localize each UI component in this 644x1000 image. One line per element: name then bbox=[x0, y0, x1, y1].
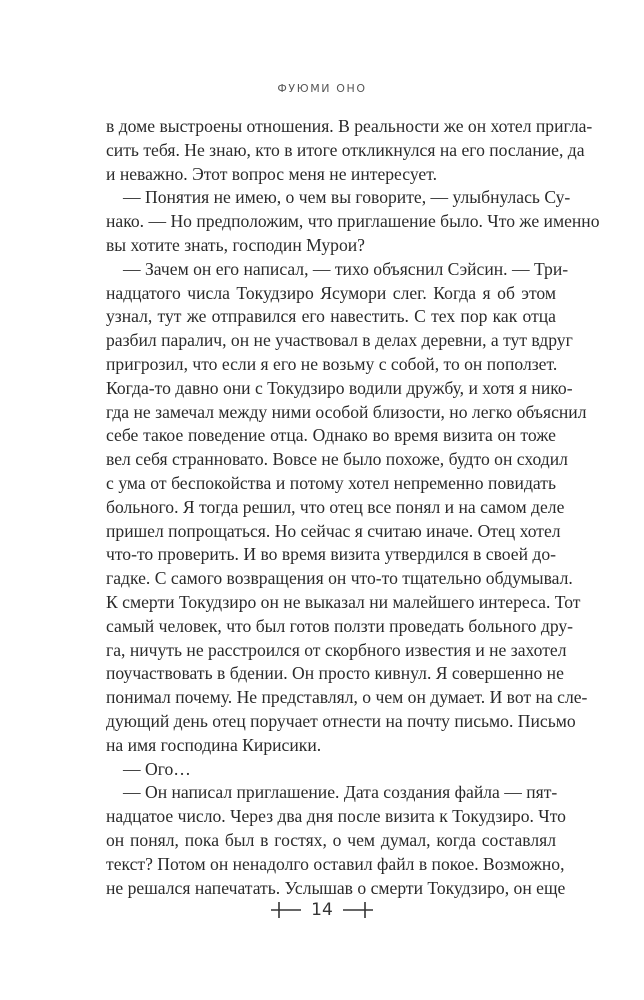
text-line: разбил паралич, он не участвовал в делах деревни, а тут вдруг bbox=[106, 330, 573, 351]
text-line: он понял, пока был в гостях, о чем думал, когда составлял bbox=[106, 829, 556, 850]
text-line: себе такое поведение отца. Однако во время визита он тоже bbox=[106, 425, 556, 446]
text-line: вы хотите знать, господин Мурои? bbox=[106, 234, 365, 255]
text-line: поучаствовать в бдении. Он просто кивнул. Я совершенно не bbox=[106, 663, 564, 684]
right-cross-ornament-icon bbox=[341, 900, 375, 920]
text-line: в доме выстроены отношения. В реальности же он хотел пригла- bbox=[106, 116, 593, 136]
page-folio bbox=[0, 900, 644, 920]
text-line: га, ничуть не расстроился от скорбного известия и не захотел bbox=[106, 639, 567, 660]
text-line: нако. — Но предположим, что приглашение было. Что же именно bbox=[106, 211, 600, 232]
text-line: — Понятия не имею, о чем вы говорите, — улыбнулась Су- bbox=[123, 187, 571, 208]
text-line: и неважно. Этот вопрос меня не интересует. bbox=[106, 163, 438, 184]
text-line: — Зачем он его написал, — тихо объяснил Сэйсин. — Три- bbox=[123, 258, 569, 279]
text-line: гадке. С самого возвращения он что-то тщательно обдумывал. bbox=[106, 568, 573, 589]
text-line: на имя господина Кирисики. bbox=[106, 734, 322, 755]
text-line: надцатого числа Токудзиро Ясумори слег. Когда я об этом bbox=[106, 282, 556, 303]
text-line: не решался напечатать. Услышав о смерти Токудзиро, он еще bbox=[106, 877, 566, 898]
text-line: понимал почему. Не представлял, о чем он думает. И вот на сле- bbox=[106, 687, 588, 708]
running-head-author: ФУЮМИ ОНО bbox=[277, 82, 367, 95]
text-line: вел себя странновато. Вовсе не было похоже, будто он сходил bbox=[106, 449, 568, 470]
text-line: с ума от беспокойства и потому хотел непременно повидать bbox=[106, 472, 556, 493]
text-line: пришел попрощаться. Но сейчас я считаю иначе. Отец хотел bbox=[106, 520, 561, 541]
text-line: — Ого… bbox=[123, 758, 191, 779]
text-line: дующий день отец поручает отнести на почту письмо. Письмо bbox=[106, 710, 576, 731]
text-line: К смерти Токудзиро он не выказал ни малейшего интереса. Тот bbox=[106, 591, 581, 612]
body-text bbox=[106, 115, 600, 900]
text-line: Когда-то давно они с Токудзиро водили дружбу, и хотя я нико- bbox=[106, 377, 573, 398]
text-line: пригрозил, что если я его не возьму с собой, то он поползет. bbox=[106, 353, 558, 374]
text-line: гда не замечал между ними особой близости, но легко объяснил bbox=[106, 401, 587, 422]
text-line: больного. Я тогда решил, что отец все понял и на самом деле bbox=[106, 496, 565, 517]
text-line: — Он написал приглашение. Дата создания файла — пят- bbox=[123, 782, 558, 803]
text-line: узнал, тут же отправился его навестить. С тех пор как отца bbox=[106, 306, 556, 327]
left-cross-ornament-icon bbox=[269, 900, 303, 920]
text-line: сить тебя. Не знаю, кто в итоге откликнулся на его послание, да bbox=[106, 139, 585, 160]
text-line: самый человек, что был готов ползти проведать больного дру- bbox=[106, 615, 574, 636]
page-number: 14 bbox=[311, 900, 333, 920]
text-line: текст? Потом он ненадолго оставил файл в покое. Возможно, bbox=[106, 853, 565, 874]
text-line: надцатое число. Через два дня после визита к Токудзиро. Что bbox=[106, 806, 566, 827]
text-line: что-то проверить. И во время визита утвердился в своей до- bbox=[106, 544, 557, 565]
